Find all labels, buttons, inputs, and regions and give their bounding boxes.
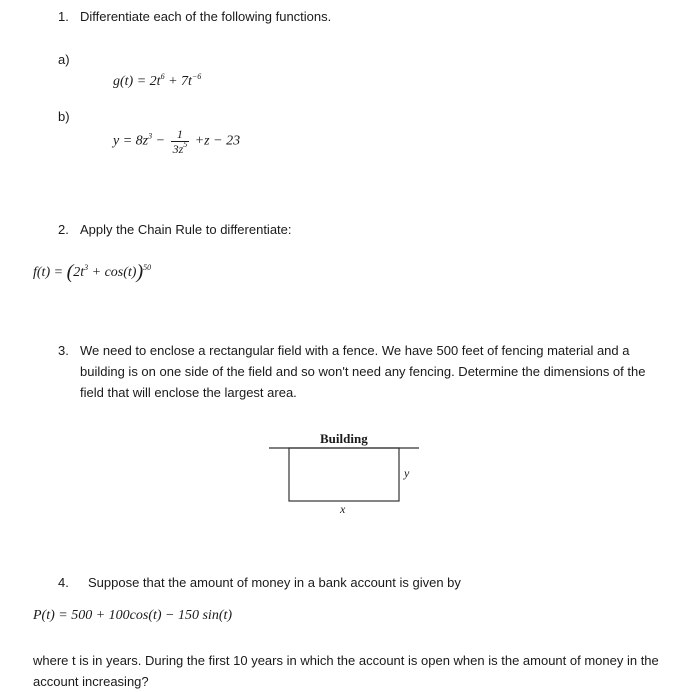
q1a-label: a): [58, 52, 70, 67]
q4-prompt: Suppose that the amount of money in a bank account is given by: [88, 575, 461, 590]
side-y-label: y: [404, 466, 410, 480]
q4-number: 4.: [58, 575, 69, 590]
q1a-expression: $g(t) = 2t^6 + 7t^{-6}$: [113, 72, 202, 89]
bottom-x-label: x: [340, 502, 346, 516]
q4-followup: where t is in years. During the first 10 years in which the account is open when is the amount of money in the account increasing?: [33, 653, 659, 689]
q3-number: 3.: [58, 343, 69, 358]
q1b-expression: $y = 8z^3$ − $\frac{1}{3z^5}$ +z − 23: [113, 127, 241, 156]
building-label: Building: [320, 431, 368, 446]
q1b-label: b): [58, 109, 70, 124]
q1-prompt: Differentiate each of the following functions.: [80, 9, 332, 24]
q2-expression: $f(t) = (2t^3 + \cos(t))^{50}$: [33, 261, 152, 283]
q4-expression: P(t) = 500 + 100cos(t) − 150 sin(t): [33, 608, 233, 623]
field-rectangle: [289, 448, 399, 501]
q1b-fraction: $\frac{1}{3z^5}$: [172, 127, 188, 156]
q1-number: 1.: [58, 9, 69, 24]
q3-prompt: We need to enclose a rectangular field with a fence. We have 500 feet of fencing material and a building is on one side of the field and so won't need any fencing. Determine the dimensions of the field that will enclose the largest area.: [80, 343, 646, 400]
q2-prompt: Apply the Chain Rule to differentiate:: [80, 222, 292, 237]
q3-field-diagram: [262, 425, 432, 520]
q2-number: 2.: [58, 222, 69, 237]
